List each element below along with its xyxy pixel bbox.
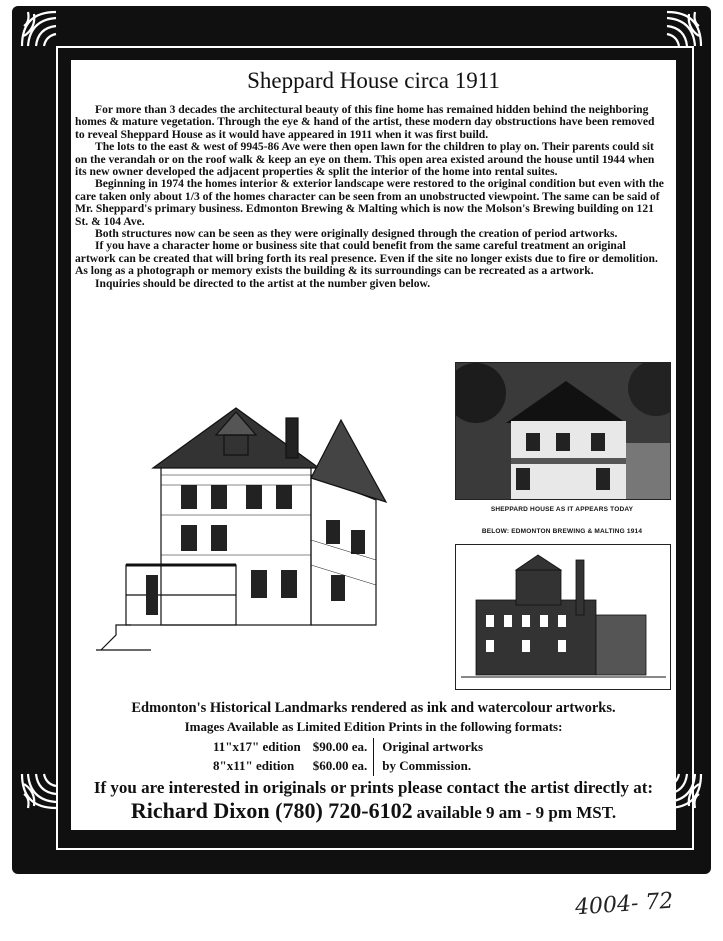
sheppard-house-photo <box>455 362 671 500</box>
photo-caption-today: SHEPPARD HOUSE AS IT APPEARS TODAY <box>490 506 634 513</box>
paragraph: Both structures now can be seen as they were originally designed through the creation of period artworks. <box>95 227 618 241</box>
paragraph: For more than 3 decades the architectural beauty of this fine home has remained hidden behind the neighboring homes & mature vegetation. Through the eye & hand of the artist, these modern day obstructions have been removed to reveal Sheppard House as it would have appeared in 1911 when it was first build. <box>75 103 655 141</box>
paragraph: The lots to the east & west of 9945-86 Ave were then open lawn for the children to play on. Their parents could sit on the verandah or on the roof walk & keep an eye on them. This open area existed around the house until 1944 when its new owner developed the adjacent properties & split the interior of the home into rental suites. <box>75 140 655 179</box>
flyer-panel <box>71 60 676 830</box>
paragraph: Beginning in 1974 the homes interior & exterior landscape were restored to the original condition but even with the care taken only about 1/3 of the homes character can be seen from an unobstructed viewpoint. The same can be said of Mr. Sheppard's primary business. Edmonton Brewing & Malting which is now the Molson's Brewing building on 121 St. & 104 Ave. <box>75 177 664 228</box>
price-table <box>207 738 489 776</box>
edition-price: $60.00 ea. <box>312 758 368 773</box>
page-title: Sheppard House circa 1911 <box>247 68 500 93</box>
edition-note: Original artworks <box>374 738 489 757</box>
paragraph: Inquiries should be directed to the artist at the number given below. <box>95 276 431 290</box>
edition-size: 11"x17" edition <box>213 739 301 754</box>
table-row <box>207 738 489 757</box>
formats-intro: Images Available as Limited Edition Prints in the following formats: <box>184 719 563 734</box>
availability: available 9 am - 9 pm MST. <box>416 803 617 822</box>
edition-price: $90.00 ea. <box>312 739 368 754</box>
contact-line: If you are interested in originals or prints please contact the artist directly at: <box>93 778 654 797</box>
artist-contact <box>71 798 676 824</box>
handwritten-note: 4004- 72 <box>574 888 675 921</box>
edition-size: 8"x11" edition <box>213 758 295 773</box>
artist-name-phone: Richard Dixon (780) 720-6102 <box>130 798 413 823</box>
landmarks-heading: Edmonton's Historical Landmarks rendered as ink and watercolour artworks. <box>131 700 616 716</box>
table-row <box>207 757 489 776</box>
edition-note: by Commission. <box>374 757 489 776</box>
sheppard-house-drawing <box>91 390 431 655</box>
brewery-drawing <box>455 544 671 690</box>
ornate-frame <box>12 6 711 874</box>
photo-caption-below: BELOW: EDMONTON BREWING & MALTING 1914 <box>481 528 643 535</box>
paragraph: If you have a character home or business site that could benefit from the same careful treatment an original artwork can be created that will bring forth its real presence. Even if the site no longer exists due to fire or demolition. As long as a photograph or memory exists the building & its surroundings can be recreated as a artwork. <box>75 239 658 278</box>
body-text <box>75 104 665 290</box>
